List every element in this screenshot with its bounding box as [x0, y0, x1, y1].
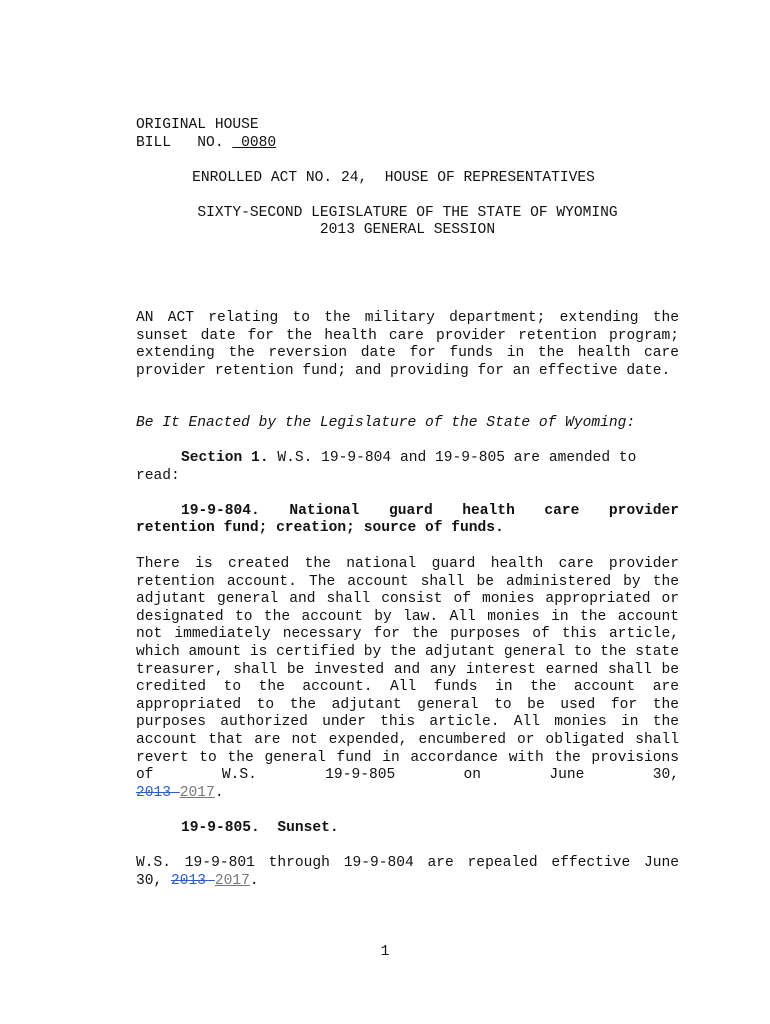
end-punct-804: .: [214, 785, 224, 801]
section-805-prefix: 30,: [136, 873, 172, 889]
section-805-heading: 19-9-805. Sunset.: [181, 820, 339, 836]
enacting-clause: [136, 415, 635, 432]
legislature-heading: SIXTY-SECOND LEGISLATURE OF THE STATE OF WYOMING: [197, 205, 618, 221]
section-1-line: [181, 450, 636, 467]
section-1-label: Section 1.: [181, 450, 269, 466]
bill-label: BILL NO.: [136, 135, 233, 151]
section-1-text: W.S. 19-9-804 and 19-9-805 are amended to: [268, 450, 637, 466]
deleted-year-804: 2013: [136, 785, 180, 801]
section-804-heading-cont: retention fund; creation; source of funds.: [136, 520, 504, 536]
act-title-paragraph: AN ACT relating to the military department; extending the sunset date for the health care provider retention program; extending the reversion date for funds in the health care provider retention fund; and providing for an effective date.: [136, 310, 679, 379]
session-heading: 2013 GENERAL SESSION: [319, 222, 496, 238]
deleted-year-805: 2013: [171, 873, 215, 889]
section-804-year-line: [136, 785, 224, 802]
section-1-text-cont: read:: [136, 468, 180, 484]
section-804-heading: 19-9-804. National guard health care provider: [181, 503, 679, 519]
bill-number: 0080: [232, 135, 277, 151]
section-805-year-line: [136, 873, 259, 890]
section-804-body: There is created the national guard health care provider retention account. The account shall be administered by the adjutant general and shall consist of monies appropriated or designated to the account by law. All monies in the account not immediately necessary for the purposes of this article, which amount is certified by the adjutant general to the state treasurer, shall be invested and any interest earned shall be credited to the account. All funds in the account are appropriated to the adjutant general to be used for the purposes authorized under this article. All monies in the account that are not expended, encumbered or obligated shall revert to the general fund in accordance with the provisions of W.S. 19-9-805 on June 30,: [136, 556, 679, 784]
original-house-label: ORIGINAL HOUSE: [136, 117, 259, 133]
inserted-year-805: 2017: [214, 873, 250, 889]
inserted-year-804: 2017: [179, 785, 215, 801]
section-805-body: W.S. 19-9-801 through 19-9-804 are repealed effective June: [136, 855, 679, 871]
enrolled-act-heading: ENROLLED ACT NO. 24, HOUSE OF REPRESENTATIVES: [192, 170, 595, 186]
bill-number-line: [136, 135, 276, 152]
enacting-clause-text: Be It Enacted by the Legislature of the State of Wyoming:: [136, 415, 636, 431]
end-punct-805: .: [249, 873, 259, 889]
page-number: 1: [380, 944, 390, 960]
